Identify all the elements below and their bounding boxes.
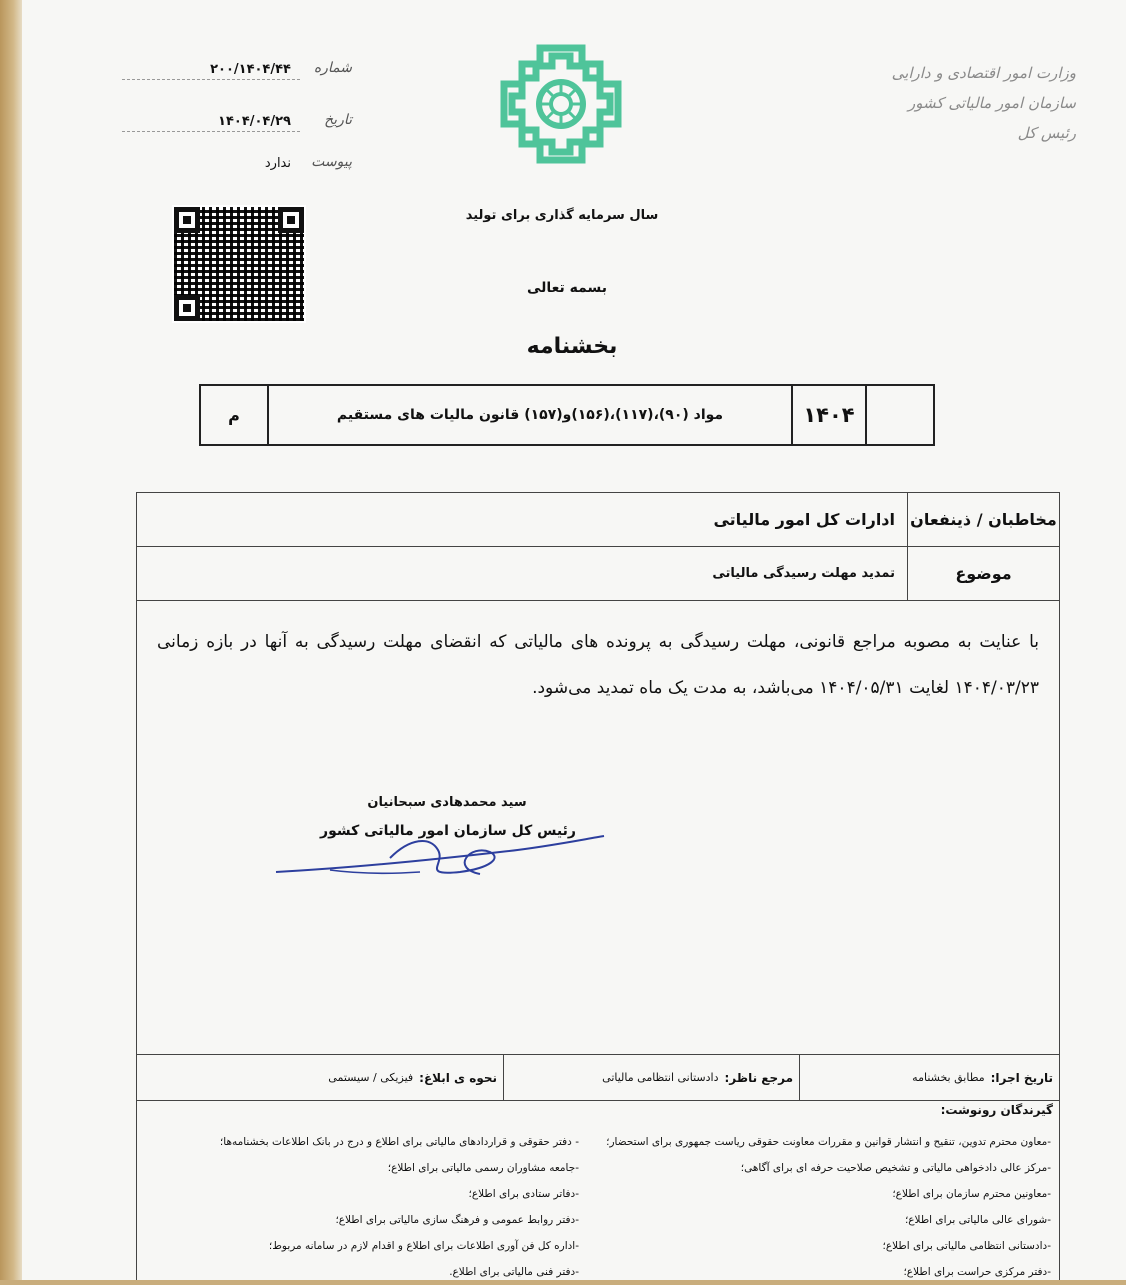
qr-finder-top-left — [174, 207, 200, 233]
basmala: بسمه تعالی — [526, 280, 608, 296]
circular-table — [136, 492, 1060, 1055]
reference-subject: مواد (۹۰)،(۱۱۷)،(۱۵۶)و(۱۵۷) قانون مالیات های مستقیم — [267, 386, 791, 444]
document-page — [22, 0, 1126, 1280]
execution-date-value: مطابق بخشنامه — [912, 1071, 985, 1084]
copy-recipients — [136, 1101, 1060, 1280]
organization-line: سازمان امور مالیاتی کشور — [908, 94, 1076, 112]
execution-date-cell — [799, 1055, 1059, 1100]
tax-organization-logo — [500, 42, 622, 166]
ministry-letterhead — [836, 58, 1076, 148]
notification-value: فیزیکی / سیستمی — [328, 1071, 414, 1084]
date-dashed-line — [122, 131, 300, 132]
attachment-label: پیوست — [311, 154, 352, 170]
topic-value: تمدید مهلت رسیدگی مالیاتی — [712, 566, 895, 581]
circular-body: با عنایت به مصوبه مراجع قانونی، مهلت رسیدگی به پرونده های مالیاتی که انقضای مهلت رسیدگی به آنها در بازه زمانی ۱۴۰۴/۰۳/۲۳ لغایت ۱۴۰۴/۰۵/۳۱ می‌باشد، به مدت یک ماه تمدید می‌شود. — [157, 632, 1039, 698]
ministry-line: وزارت امور اقتصادی و دارایی — [891, 64, 1076, 82]
reference-box — [199, 384, 935, 446]
addressee-value: ادارات کل امور مالیاتی — [713, 510, 895, 529]
attachment-field — [122, 154, 352, 180]
list-item: -معاون محترم تدوین، تنقیح و انتشار قوانین و مقررات معاونت حقوقی ریاست جمهوری برای استحضار؛ — [606, 1136, 1051, 1148]
supervisor-value: دادستانی انتظامی مالیاتی — [602, 1071, 719, 1084]
list-item: - دفتر حقوقی و قراردادهای مالیاتی برای اطلاع و درج در بانک اطلاعات بخشنامه‌ها؛ — [219, 1136, 579, 1148]
recipients-left-column — [139, 1129, 579, 1285]
notification-label: نحوه ی ابلاغ: — [419, 1070, 497, 1085]
document-title: بخشنامه — [526, 334, 618, 359]
qr-finder-top-right — [278, 207, 304, 233]
notification-cell — [137, 1055, 503, 1100]
reference-code: م — [228, 405, 240, 425]
list-item: -جامعه مشاوران رسمی مالیاتی برای اطلاع؛ — [387, 1162, 579, 1174]
reference-empty-cell — [865, 386, 935, 444]
supervisor-cell — [503, 1055, 799, 1100]
date-value: ۱۴۰۴/۰۴/۲۹ — [215, 114, 294, 129]
addressee-label: مخاطبان / ذینفعان — [907, 493, 1059, 546]
list-item: -دفتر مرکزی حراست برای اطلاع؛ — [903, 1266, 1051, 1278]
qr-finder-bottom-left — [174, 295, 200, 321]
number-label: شماره — [313, 60, 352, 76]
signatory-title: رئیس کل سازمان امور مالیاتی کشور — [320, 823, 576, 839]
addressee-row — [137, 493, 1059, 547]
footer-info-row — [136, 1055, 1060, 1101]
list-item: -مرکز عالی دادخواهی مالیاتی و تشخیص صلاحیت حرفه ای برای آگاهی؛ — [740, 1162, 1051, 1174]
qr-code — [172, 205, 306, 323]
list-item: -معاونین محترم سازمان برای اطلاع؛ — [892, 1188, 1051, 1200]
list-item: -دفاتر ستادی برای اطلاع؛ — [468, 1188, 579, 1200]
letter-number-field — [122, 60, 352, 86]
date-label: تاریخ — [324, 112, 352, 128]
attachment-value: ندارد — [262, 156, 294, 171]
year-slogan: سال سرمایه گذاری برای تولید — [465, 208, 659, 223]
recipients-right-column — [591, 1129, 1051, 1285]
list-item: -شورای عالی مالیاتی برای اطلاع؛ — [904, 1214, 1051, 1226]
handwritten-signature — [270, 828, 610, 884]
list-item: -دادستانی انتظامی مالیاتی برای اطلاع؛ — [882, 1240, 1051, 1252]
number-value: ۲۰۰/۱۴۰۴/۴۴ — [207, 62, 294, 77]
topic-label: موضوع — [907, 547, 1059, 600]
signatory-name: سید محمدهادی سبحانیان — [367, 795, 527, 810]
list-item: -دفتر فنی مالیاتی برای اطلاع. — [449, 1266, 579, 1278]
list-item: -دفتر روابط عمومی و فرهنگ سازی مالیاتی برای اطلاع؛ — [335, 1214, 579, 1226]
letter-date-field — [122, 112, 352, 138]
list-item: -اداره کل فن آوری اطلاعات برای اطلاع و اقدام لازم در سامانه مربوط؛ — [268, 1240, 579, 1252]
recipients-title: گیرندگان رونوشت: — [940, 1103, 1053, 1117]
reference-year: ۱۴۰۴ — [791, 386, 865, 444]
supervisor-label: مرجع ناظر: — [724, 1070, 793, 1085]
execution-date-label: تاریخ اجرا: — [990, 1070, 1053, 1085]
number-dashed-line — [122, 79, 300, 80]
topic-row — [137, 547, 1059, 601]
office-line: رئیس کل — [1017, 124, 1076, 142]
paper-background-edge — [0, 0, 22, 1280]
